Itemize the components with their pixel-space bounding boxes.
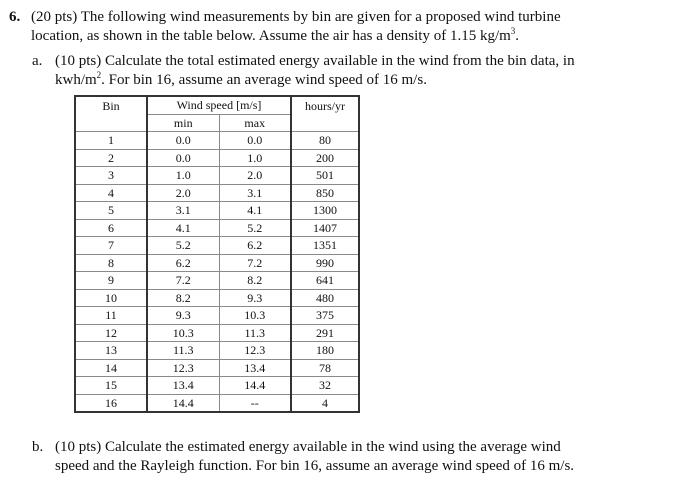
header-bin-empty: [75, 114, 147, 132]
part-b-line-2: [32, 457, 682, 476]
cell-min: 5.2: [147, 237, 219, 255]
cell-bin: 6: [75, 219, 147, 237]
cell-hours: 32: [291, 377, 359, 395]
problem-line-2: [9, 27, 689, 46]
cell-max: 10.3: [219, 307, 291, 325]
cell-bin: 15: [75, 377, 147, 395]
cell-min: 0.0: [147, 132, 219, 150]
density-exponent: 3: [510, 26, 516, 36]
table-row: [75, 237, 359, 255]
problem-text-1: (20 pts) The following wind measurements by bin are given for a proposed wind turbine: [31, 9, 561, 25]
cell-hours: 200: [291, 149, 359, 167]
table-row: [75, 202, 359, 220]
part-a-text-1: (10 pts) Calculate the total estimated energy available in the wind from the bin data, in: [55, 53, 575, 69]
problem-line-1: [9, 8, 689, 27]
cell-max: 2.0: [219, 167, 291, 185]
unit-exponent: 2: [96, 70, 102, 80]
cell-hours: 501: [291, 167, 359, 185]
table-subheader-row: [75, 114, 359, 132]
table-row: [75, 184, 359, 202]
cell-bin: 4: [75, 184, 147, 202]
cell-bin: 5: [75, 202, 147, 220]
cell-bin: 11: [75, 307, 147, 325]
problem-text-2: location, as shown in the table below. Assume the air has a density of 1.15 kg/m: [31, 28, 511, 44]
table-row: [75, 132, 359, 150]
part-b-line-1: [32, 438, 682, 457]
part-b-letter: b.: [32, 439, 44, 455]
part-a-line-2: [32, 71, 682, 90]
cell-min: 8.2: [147, 289, 219, 307]
cell-bin: 8: [75, 254, 147, 272]
part-a-text-2-end: . For bin 16, assume an average wind speed of 16 m/s.: [101, 72, 427, 88]
header-hours: hours/yr: [291, 96, 359, 114]
cell-bin: 2: [75, 149, 147, 167]
header-min: min: [147, 114, 219, 132]
cell-bin: 3: [75, 167, 147, 185]
cell-bin: 1: [75, 132, 147, 150]
cell-hours: 1351: [291, 237, 359, 255]
cell-min: 3.1: [147, 202, 219, 220]
table-row: [75, 307, 359, 325]
cell-hours: 4: [291, 394, 359, 412]
header-hours-empty: [291, 114, 359, 132]
cell-max: 0.0: [219, 132, 291, 150]
part-b-text-1: (10 pts) Calculate the estimated energy available in the wind using the average wind: [55, 439, 561, 455]
part-a-letter: a.: [32, 53, 43, 69]
cell-hours: 641: [291, 272, 359, 290]
table-row: [75, 254, 359, 272]
problem-text-2-end: .: [515, 28, 520, 44]
cell-bin: 12: [75, 324, 147, 342]
cell-max: 1.0: [219, 149, 291, 167]
table-row: [75, 219, 359, 237]
cell-max: 8.2: [219, 272, 291, 290]
cell-bin: 9: [75, 272, 147, 290]
cell-max: 12.3: [219, 342, 291, 360]
table-row: [75, 289, 359, 307]
cell-hours: 1300: [291, 202, 359, 220]
cell-max: 13.4: [219, 359, 291, 377]
table-header-row: [75, 96, 359, 114]
cell-min: 1.0: [147, 167, 219, 185]
cell-min: 6.2: [147, 254, 219, 272]
cell-min: 2.0: [147, 184, 219, 202]
cell-min: 10.3: [147, 324, 219, 342]
cell-bin: 13: [75, 342, 147, 360]
cell-hours: 480: [291, 289, 359, 307]
table-row: [75, 324, 359, 342]
cell-bin: 10: [75, 289, 147, 307]
part-b: [32, 438, 682, 476]
cell-hours: 990: [291, 254, 359, 272]
cell-min: 7.2: [147, 272, 219, 290]
cell-max: 14.4: [219, 377, 291, 395]
part-b-text-2: speed and the Rayleigh function. For bin 16, assume an average wind speed of 16 m/s.: [55, 458, 575, 474]
cell-min: 12.3: [147, 359, 219, 377]
cell-min: 13.4: [147, 377, 219, 395]
cell-max: 3.1: [219, 184, 291, 202]
cell-hours: 291: [291, 324, 359, 342]
cell-min: 4.1: [147, 219, 219, 237]
cell-max: --: [219, 394, 291, 412]
header-wind-speed: Wind speed [m/s]: [147, 96, 291, 114]
table-row: [75, 272, 359, 290]
part-a: [32, 52, 682, 90]
cell-min: 14.4: [147, 394, 219, 412]
table-row: [75, 149, 359, 167]
problem-number: 6.: [9, 9, 21, 25]
cell-max: 7.2: [219, 254, 291, 272]
table-row: [75, 342, 359, 360]
cell-max: 9.3: [219, 289, 291, 307]
table-row: [75, 167, 359, 185]
cell-hours: 850: [291, 184, 359, 202]
wind-bin-table: [74, 95, 360, 413]
cell-hours: 80: [291, 132, 359, 150]
cell-max: 5.2: [219, 219, 291, 237]
part-a-line-1: [32, 52, 682, 71]
cell-max: 11.3: [219, 324, 291, 342]
cell-hours: 180: [291, 342, 359, 360]
table-row: [75, 377, 359, 395]
cell-min: 0.0: [147, 149, 219, 167]
cell-hours: 375: [291, 307, 359, 325]
part-a-text-2: kwh/m: [55, 72, 97, 88]
cell-max: 4.1: [219, 202, 291, 220]
table-row: [75, 359, 359, 377]
cell-hours: 1407: [291, 219, 359, 237]
cell-bin: 14: [75, 359, 147, 377]
header-max: max: [219, 114, 291, 132]
header-bin: Bin: [75, 96, 147, 114]
cell-bin: 7: [75, 237, 147, 255]
cell-max: 6.2: [219, 237, 291, 255]
table-body: [75, 132, 359, 413]
cell-bin: 16: [75, 394, 147, 412]
table-row: [75, 394, 359, 412]
cell-min: 9.3: [147, 307, 219, 325]
problem-6: [9, 8, 689, 46]
cell-min: 11.3: [147, 342, 219, 360]
cell-hours: 78: [291, 359, 359, 377]
